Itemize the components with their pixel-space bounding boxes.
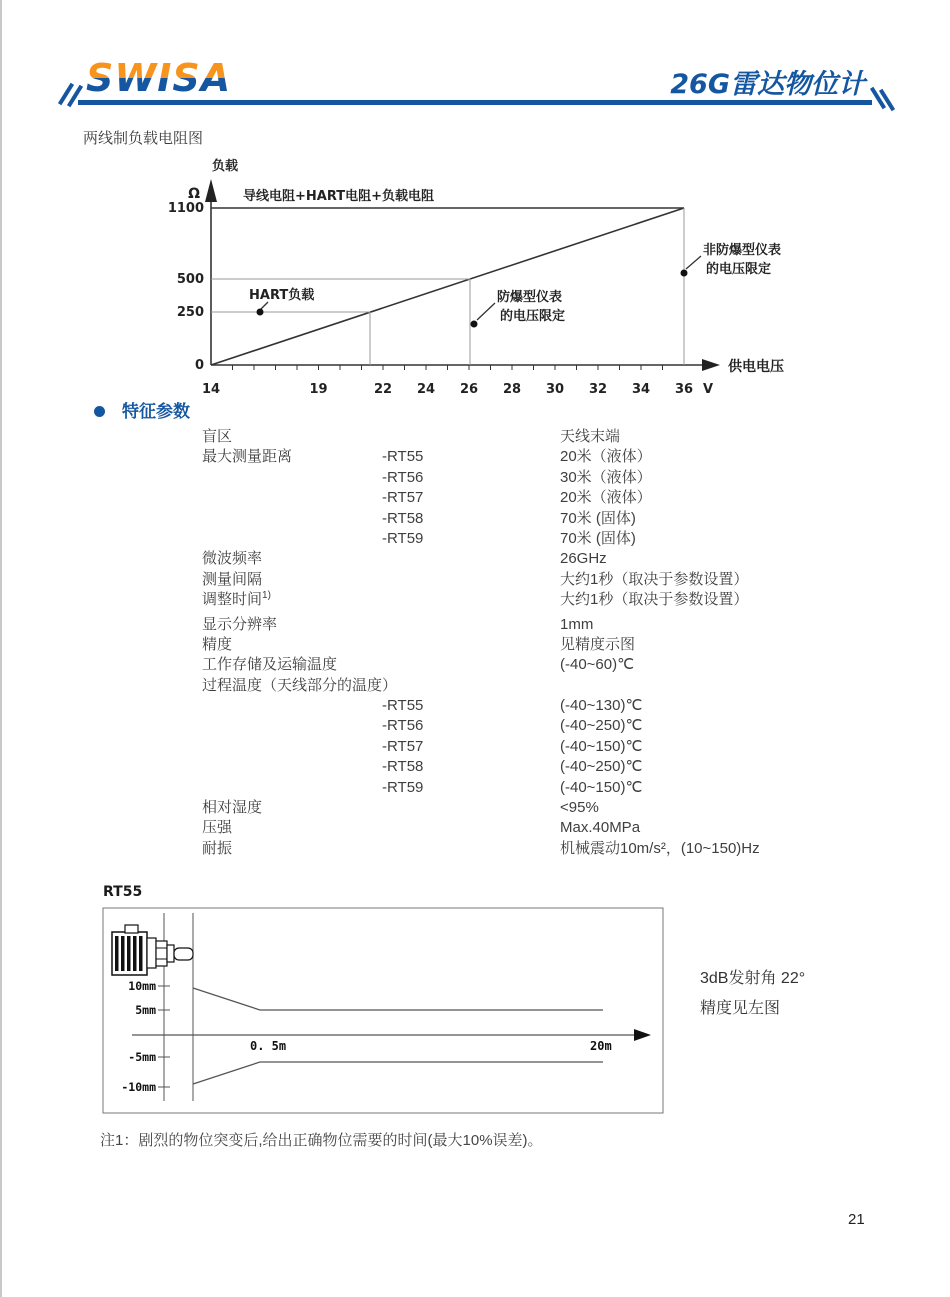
- spec-label: 最大测量距离: [202, 448, 293, 466]
- spec-value: 30米（液体）: [560, 468, 652, 486]
- page-number: 21: [848, 1211, 865, 1228]
- footnote-marker: 1): [262, 590, 271, 602]
- section-title: 特征参数: [122, 402, 190, 421]
- x-tick-36: 36: [674, 382, 694, 397]
- x-tick-32: 32: [588, 382, 608, 397]
- x-tick-24: 24: [416, 382, 436, 397]
- spec-model: -RT59: [382, 529, 424, 547]
- table-row: [202, 549, 822, 569]
- upper-accuracy-line: [193, 988, 603, 1010]
- series-label: 导线电阻+HART电阻+负载电阻: [243, 189, 435, 204]
- spec-model: -RT58: [382, 758, 424, 776]
- spec-model: -RT57: [382, 737, 424, 755]
- spec-value: (-40~250)℃: [560, 758, 643, 776]
- load-resistance-chart: [150, 150, 800, 400]
- x-tick-30: 30: [545, 382, 565, 397]
- brand-logo: SWISA: [86, 56, 232, 100]
- table-row: [202, 655, 822, 675]
- diagram-axes: [132, 913, 636, 1101]
- rt55-accuracy-diagram: [70, 880, 690, 1125]
- x-tick-28: 28: [502, 382, 522, 397]
- spec-label: 微波频率: [202, 550, 263, 568]
- table-row: [202, 818, 822, 838]
- rt55-diagram-title: RT55: [103, 884, 143, 900]
- y-tick-0: 0: [194, 358, 204, 373]
- table-row: [202, 427, 822, 447]
- spec-value: 机械震动10m/s²，(10~150)Hz: [560, 839, 760, 857]
- table-row: [202, 590, 822, 610]
- y-axis-unit: Ω: [188, 186, 200, 202]
- spec-value: (-40~150)℃: [560, 778, 643, 796]
- section-bullet-icon: [94, 406, 105, 417]
- distance-label-near: 0. 5m: [250, 1039, 287, 1053]
- spec-label: 工作存储及运输温度: [202, 656, 338, 674]
- annotation-nonex-line1: 非防爆型仪表: [703, 243, 782, 258]
- annotation-nonex-marker: [681, 270, 688, 277]
- spec-label: 测量间隔: [202, 570, 263, 588]
- x-tick-34: 34: [631, 382, 651, 397]
- table-row: [202, 468, 822, 488]
- page-edge: [0, 0, 2, 1297]
- annotation-nonex-line2: 的电压限定: [706, 262, 772, 277]
- y-label-neg5mm: -5mm: [128, 1050, 156, 1064]
- y-label-10mm: 10mm: [128, 979, 156, 993]
- spec-label: 相对湿度: [202, 799, 263, 817]
- footnote-1: 注1：剧烈的物位突变后,给出正确物位需要的时间(最大10%误差)。: [100, 1132, 543, 1149]
- spec-label: 调整时间$^{1)}$: [202, 590, 271, 609]
- spec-value: 26GHz: [560, 550, 607, 568]
- spec-value: (-40~60)℃: [560, 656, 634, 674]
- y-axis-arrow-icon: [205, 179, 217, 202]
- annotation-ex-leader: [477, 303, 495, 320]
- spec-value: <95%: [560, 799, 599, 817]
- radar-sensor-icon: [112, 925, 193, 975]
- spec-value: 1mm: [560, 615, 594, 633]
- spec-value: 20米（液体）: [560, 489, 652, 507]
- table-row: [202, 570, 822, 590]
- y-label-5mm: 5mm: [135, 1003, 156, 1017]
- y-axis-name: 负载: [212, 159, 239, 174]
- x-axis-ticks: [233, 365, 663, 370]
- spec-label: 盲区: [202, 428, 233, 445]
- x-tick-14: 14: [201, 382, 221, 397]
- table-row: [202, 778, 822, 798]
- x-axis-unit: V: [702, 382, 714, 397]
- annotation-ex-line2: 的电压限定: [500, 309, 566, 324]
- annotation-ex-line1: 防爆型仪表: [497, 290, 563, 305]
- annotation-ex-marker: [471, 321, 478, 328]
- spec-label: 显示分辨率: [202, 615, 278, 633]
- spec-value: 70米 (固体): [560, 529, 636, 547]
- spec-model: -RT57: [382, 489, 424, 507]
- load-chart-title: 两线制负载电阻图: [83, 130, 204, 147]
- x-tick-22: 22: [373, 382, 393, 397]
- x-tick-19: 19: [309, 382, 328, 397]
- table-row: [202, 529, 822, 549]
- y-tick-500: 500: [176, 272, 204, 287]
- spec-value: 天线末端: [560, 428, 621, 445]
- x-axis-arrow-icon: [702, 359, 720, 371]
- x-tick-26: 26: [459, 382, 479, 397]
- distance-axis-arrow-icon: [634, 1029, 651, 1041]
- spec-label: 耐振: [202, 839, 233, 857]
- spec-table: [202, 427, 822, 859]
- spec-label: 过程温度（天线部分的温度）: [202, 676, 398, 694]
- y-tick-1100: 1100: [167, 201, 204, 216]
- spec-model: -RT55: [382, 448, 424, 466]
- table-row: [202, 716, 822, 736]
- spec-model: -RT59: [382, 778, 424, 796]
- product-title: 26G雷达物位计: [670, 69, 865, 100]
- spec-label: 压强: [202, 819, 233, 837]
- spec-value: 见精度示图: [560, 635, 636, 653]
- y-tick-250: 250: [176, 305, 204, 320]
- annotation-hart-marker: [257, 309, 264, 316]
- annotation-hart-leader: [261, 302, 268, 309]
- spec-value: 70米 (固体): [560, 509, 636, 527]
- distance-label-far: 20m: [590, 1039, 612, 1053]
- table-row: [202, 798, 822, 818]
- table-row: [202, 635, 822, 655]
- table-row: [202, 615, 822, 635]
- annotation-nonex-leader: [686, 256, 701, 269]
- table-row: [202, 757, 822, 777]
- series-lines: [211, 208, 684, 365]
- spec-value: 20米（液体）: [560, 448, 652, 466]
- spec-model: -RT56: [382, 468, 424, 486]
- accuracy-reference-note: 精度见左图: [700, 1000, 781, 1017]
- lower-accuracy-line: [193, 1062, 603, 1084]
- y-label-neg10mm: -10mm: [121, 1080, 156, 1094]
- spec-model: -RT55: [382, 697, 424, 715]
- spec-model: -RT58: [382, 509, 424, 527]
- table-row: [202, 839, 822, 859]
- spec-value: Max.40MPa: [560, 819, 641, 837]
- spec-value: (-40~250)℃: [560, 717, 643, 735]
- spec-label: 精度: [202, 635, 233, 653]
- spec-value: (-40~150)℃: [560, 737, 643, 755]
- table-row: [202, 488, 822, 508]
- spec-value: (-40~130)℃: [560, 697, 643, 715]
- table-row: [202, 696, 822, 716]
- spec-value: 大约1秒（取决于参数设置）: [560, 591, 749, 609]
- table-row: [202, 737, 822, 757]
- annotation-hart-load: HART负载: [249, 288, 315, 303]
- table-row: [202, 447, 822, 467]
- spec-value: 大约1秒（取决于参数设置）: [560, 570, 749, 588]
- beam-angle-note: 3dB发射角 22°: [700, 970, 806, 987]
- x-axis-name: 供电电压: [728, 359, 784, 375]
- table-row: [202, 509, 822, 529]
- spec-model: -RT56: [382, 717, 424, 735]
- table-row: [202, 676, 822, 696]
